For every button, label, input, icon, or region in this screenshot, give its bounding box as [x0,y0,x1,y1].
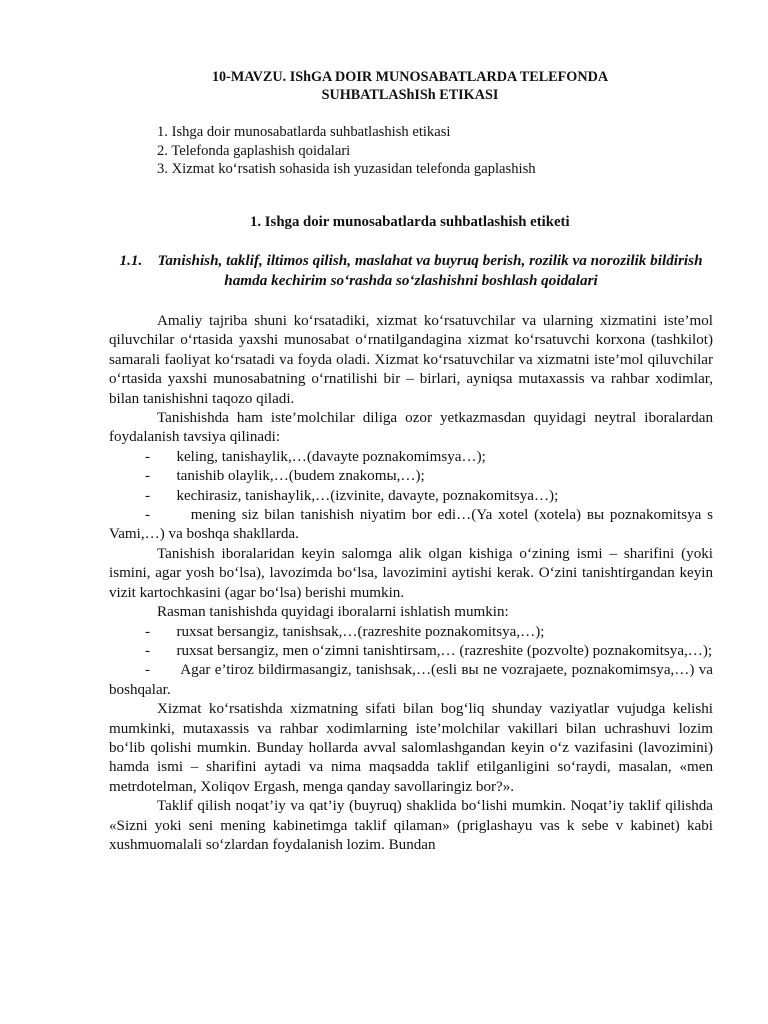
paragraph: Xizmat ko‘rsatishda xizmatning sifati bilan bog‘liq shunday vaziyatlar vujudga kelishi mumkinki, mutaxassis va rahbar xodimlarning iste’molchilar vakillari bilan uchrashuvi lozim bo‘lib qolishi mumkin. Bunday hollarda avval salomlashgandan keyin o‘z vazifasini (lavozimini) hamda ismi – sharifini aytadi va nima maqsadda taklif etilganligini so‘raydi, masalan, «men metrdotelman, Xoliqov Ergash, menga qanday savollaringiz bor?». [109,701,713,795]
outline-item: 1. Ishga doir munosabatlarda suhbatlashish etikasi [157,124,451,140]
page-title-line-1: 10-MAVZU. IShGA DOIR MUNOSABATLARDA TELEFONDA [211,69,609,85]
body-text [109,312,713,855]
list-item: - ruxsat bersangiz, tanishsak,…(razreshite poznakomitsya,…); [145,623,545,640]
page-title [100,68,720,104]
paragraph: Amaliy tajriba shuni ko‘rsatadiki, xizmat ko‘rsatuvchilar va ularning xizmatini iste’mol qiluvchilar o‘rtasida yaxshi munosabat o‘rnatilgandagina xizmat ko‘rsatuvchi korxona (tashkilot) samarali faoliyat ko‘rsatadi va foyda oladi. Xizmat ko‘rsatuvchilar va xizmatni iste’mol qiluvchilar o‘rtasida yaxshi munosabatning o‘rnatilishi bir – birlari, ayniqsa mutaxassis va rahbar xodimlar, bilan tanishishni taqozo qiladi. [109,313,713,407]
outline-item: 3. Xizmat ko‘rsatish sohasida ish yuzasidan telefonda gaplashish [157,161,536,177]
list-item: - keling, tanishaylik,…(davayte poznakomimsya…); [145,448,486,465]
subsection-number: 1.1. [119,252,143,269]
list-item: - ruxsat bersangiz, men o‘zimni tanishtirsam,… (razreshite (pozvolte) poznakomitsya,…); [145,642,713,659]
paragraph: Taklif qilish noqat’iy va qat’iy (buyruq) shaklida bo‘lishi mumkin. Noqat’iy taklif qilishda «Sizni yoki seni mening kabinetimga taklif qilaman» (priglashayu vas k sebe v kabinet) kabi xushmuomalali so‘zlardan foydalanish lozim. Bundan [109,798,713,853]
list-item: - Agar e’tiroz bildirmasangiz, tanishsak,…(esli вы ne vozrajaete, poznakomimsya,…) va boshqalar. [109,662,713,698]
paragraph: Rasman tanishishda quyidagi iboralarni ishlatish mumkin: [157,604,509,621]
outline-item: 2. Telefonda gaplashish qoidalari [157,142,351,159]
paragraph: Tanishishda ham iste’molchilar diliga ozor yetkazmasdan quyidagi neytral iboralardan foydalanish tavsiya qilinadi: [109,410,713,446]
list-item: - tanishib olaylik,…(budem znakomы,…); [145,468,425,485]
subsection-title: Tanishish, taklif, iltimos qilish, maslahat va buyruq berish, rozilik va norozilik bildirish hamda kechirim so‘rashda so‘zlashishni boshlash qoidalari [157,252,703,289]
section-heading: 1. Ishga doir munosabatlarda suhbatlashish etiketi [250,214,570,230]
page-title-line-2: SUHBATLAShISh ETIKASI [321,87,499,103]
topic-outline [157,123,536,179]
paragraph: Tanishish iboralaridan keyin salomga alik olgan kishiga o‘zining ismi – sharifini (yoki ismini, agar yosh bo‘lsa), lavozimda bo‘lsa, lavozimini aytishi kerak. O‘zini tanishtirgandan keyin vizit kartochkasini (agar bo‘lsa) berishi mumkin. [109,545,713,601]
list-item: - mening siz bilan tanishish niyatim bor edi…(Ya xotel (xotela) вы poznakomitsya s Vami,…) va boshqa shakllarda. [109,507,713,543]
list-item: - kechirasiz, tanishaylik,…(izvinite, davayte, poznakomitsya…); [145,487,559,504]
subsection-heading [108,251,714,291]
